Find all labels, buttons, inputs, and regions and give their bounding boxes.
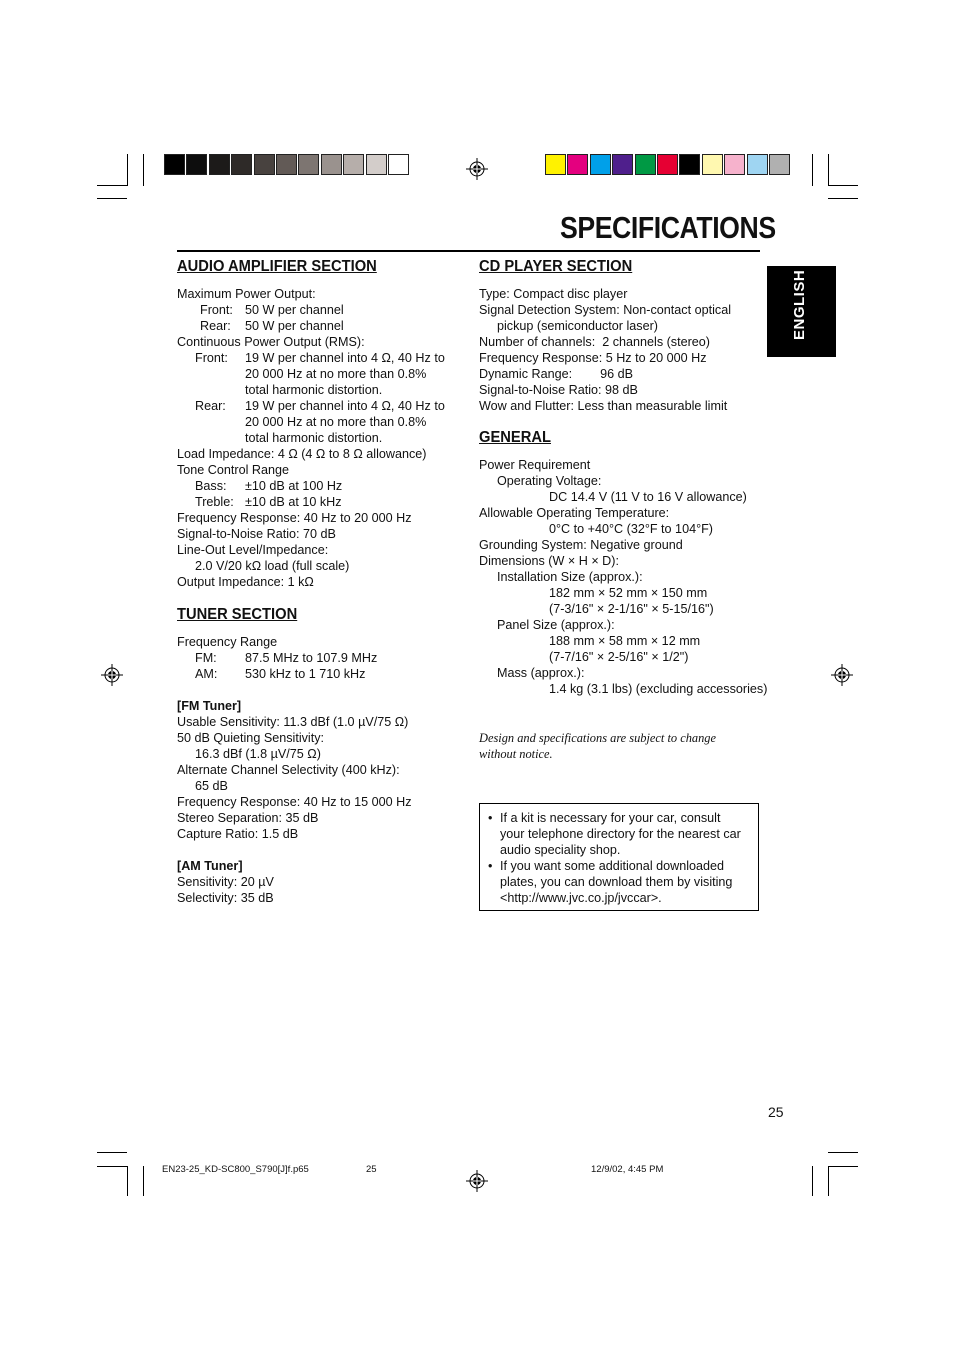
spec-line: Alternate Channel Selectivity (400 kHz): bbox=[177, 763, 400, 777]
color-swatch bbox=[343, 154, 364, 175]
color-swatch bbox=[298, 154, 319, 175]
spec-line: Power Requirement bbox=[479, 458, 591, 472]
color-swatch bbox=[657, 154, 678, 175]
cd-spec-list bbox=[479, 286, 731, 414]
audio-section-heading: AUDIO AMPLIFIER SECTION bbox=[177, 258, 377, 275]
color-swatch bbox=[254, 154, 275, 175]
spec-value: 188 mm × 58 mm × 12 mm bbox=[549, 634, 701, 648]
spec-line: Continuous Power Output (RMS): bbox=[177, 335, 365, 349]
spec-line: Number of channels: 2 channels (stereo) bbox=[479, 335, 711, 349]
spec-line: Dynamic Range: 96 dB bbox=[479, 367, 633, 381]
color-swatch bbox=[590, 154, 611, 175]
spec-label: Rear: bbox=[195, 399, 226, 413]
spec-value: 16.3 dBf (1.8 µV/75 Ω) bbox=[195, 747, 321, 761]
color-swatch bbox=[366, 154, 387, 175]
spec-line: Signal Detection System: Non-contact optical bbox=[479, 303, 731, 317]
color-swatch bbox=[209, 154, 230, 175]
page-title: SPECIFICATIONS bbox=[560, 210, 776, 245]
spec-value: 182 mm × 52 mm × 150 mm bbox=[549, 586, 708, 600]
color-swatch bbox=[276, 154, 297, 175]
spec-label: Front: bbox=[200, 303, 233, 317]
spec-line: 50 dB Quieting Sensitivity: bbox=[177, 731, 325, 745]
spec-value: 2.0 V/20 kΩ load (full scale) bbox=[195, 559, 350, 573]
spec-line: Load Impedance: 4 Ω (4 Ω to 8 Ω allowance) bbox=[177, 447, 427, 461]
title-rule bbox=[177, 250, 760, 252]
spec-value: 50 W per channel bbox=[245, 319, 344, 333]
page-number: 25 bbox=[768, 1104, 784, 1120]
spec-line: Signal-to-Noise Ratio: 98 dB bbox=[479, 383, 638, 397]
spec-value: 20 000 Hz at no more than 0.8% bbox=[245, 367, 427, 381]
color-swatch bbox=[164, 154, 185, 175]
notice-box bbox=[479, 803, 759, 911]
spec-line: Allowable Operating Temperature: bbox=[479, 506, 670, 520]
spec-value: 1.4 kg (3.1 lbs) (excluding accessories) bbox=[549, 682, 768, 696]
registration-mark-icon bbox=[466, 1170, 488, 1192]
list-item: • If you want some additional downloaded plates, you can download them by visiting <http://www.jvc.co.jp/jvccar>. bbox=[488, 859, 733, 905]
color-swatch bbox=[724, 154, 745, 175]
cd-section-heading: CD PLAYER SECTION bbox=[479, 258, 633, 275]
spec-line: Mass (approx.): bbox=[497, 666, 585, 680]
footer-filename: EN23-25_KD-SC800_S790[J]f.p65 bbox=[162, 1164, 309, 1175]
spec-value: 65 dB bbox=[195, 779, 228, 793]
bullet-icon: • bbox=[488, 811, 493, 825]
spec-line: Selectivity: 35 dB bbox=[177, 891, 274, 905]
spec-value: (7-3/16" × 2-1/16" × 5-15/16") bbox=[549, 602, 714, 616]
spec-line: Grounding System: Negative ground bbox=[479, 538, 683, 552]
spec-value: pickup (semiconductor laser) bbox=[497, 319, 658, 333]
spec-line: Installation Size (approx.): bbox=[497, 570, 643, 584]
spec-line: Operating Voltage: bbox=[497, 474, 602, 488]
registration-mark-icon bbox=[466, 158, 488, 180]
spec-value: 0°C to +40°C (32°F to 104°F) bbox=[549, 522, 713, 536]
spec-value: (7-7/16" × 2-5/16" × 1/2") bbox=[549, 650, 689, 664]
color-swatch bbox=[545, 154, 566, 175]
fm-tuner-subheading: [FM Tuner] bbox=[177, 699, 242, 713]
spec-value: DC 14.4 V (11 V to 16 V allowance) bbox=[549, 490, 747, 504]
tuner-spec-list bbox=[177, 634, 412, 906]
spec-label: Rear: bbox=[200, 319, 231, 333]
spec-line: Frequency Response: 5 Hz to 20 000 Hz bbox=[479, 351, 707, 365]
spec-value: ±10 dB at 100 Hz bbox=[245, 479, 343, 493]
spec-line: Frequency Response: 40 Hz to 20 000 Hz bbox=[177, 511, 412, 525]
spec-line: Stereo Separation: 35 dB bbox=[177, 811, 319, 825]
spec-value: 19 W per channel into 4 Ω, 40 Hz to bbox=[245, 351, 445, 365]
spec-line: Frequency Response: 40 Hz to 15 000 Hz bbox=[177, 795, 412, 809]
spec-value: total harmonic distortion. bbox=[245, 431, 383, 445]
language-tab-label: ENGLISH bbox=[791, 269, 808, 340]
color-swatch bbox=[635, 154, 656, 175]
list-item: • If a kit is necessary for your car, consult your telephone directory for the nearest car audio speciality shop. bbox=[488, 811, 741, 857]
color-swatch bbox=[388, 154, 409, 175]
spec-line: Usable Sensitivity: 11.3 dBf (1.0 µV/75 Ω) bbox=[177, 715, 409, 729]
tuner-section-heading: TUNER SECTION bbox=[177, 606, 298, 623]
color-swatch bbox=[567, 154, 588, 175]
registration-mark-icon bbox=[101, 664, 123, 686]
color-swatch bbox=[702, 154, 723, 175]
language-tab bbox=[767, 266, 836, 357]
general-section-heading: GENERAL bbox=[479, 429, 551, 446]
spec-value: 19 W per channel into 4 Ω, 40 Hz to bbox=[245, 399, 445, 413]
color-swatch bbox=[679, 154, 700, 175]
spec-line: Panel Size (approx.): bbox=[497, 618, 615, 632]
spec-value: ±10 dB at 10 kHz bbox=[245, 495, 342, 509]
spec-line: Type: Compact disc player bbox=[479, 287, 628, 301]
color-swatch bbox=[612, 154, 633, 175]
spec-line: Capture Ratio: 1.5 dB bbox=[177, 827, 299, 841]
spec-value: total harmonic distortion. bbox=[245, 383, 383, 397]
design-change-note: Design and specifications are subject to change without notice. bbox=[479, 731, 716, 761]
color-swatch bbox=[321, 154, 342, 175]
spec-line: Tone Control Range bbox=[177, 463, 290, 477]
spec-label: FM: bbox=[195, 651, 217, 665]
footer-page: 25 bbox=[366, 1164, 377, 1175]
spec-line: Line-Out Level/Impedance: bbox=[177, 543, 329, 557]
color-swatch bbox=[186, 154, 207, 175]
spec-line: Dimensions (W × H × D): bbox=[479, 554, 619, 568]
spec-label: Treble: bbox=[195, 495, 234, 509]
spec-line: Signal-to-Noise Ratio: 70 dB bbox=[177, 527, 336, 541]
spec-label: Bass: bbox=[195, 479, 227, 493]
spec-label: AM: bbox=[195, 667, 218, 681]
spec-value: 87.5 MHz to 107.9 MHz bbox=[245, 651, 378, 665]
am-tuner-subheading: [AM Tuner] bbox=[177, 859, 243, 873]
color-swatch bbox=[769, 154, 790, 175]
spec-label: Front: bbox=[195, 351, 228, 365]
color-swatch bbox=[747, 154, 768, 175]
spec-value: 20 000 Hz at no more than 0.8% bbox=[245, 415, 427, 429]
audio-spec-list bbox=[177, 286, 445, 590]
general-spec-list bbox=[479, 457, 767, 697]
spec-line: Wow and Flutter: Less than measurable limit bbox=[479, 399, 728, 413]
color-swatch bbox=[231, 154, 252, 175]
spec-line: Frequency Range bbox=[177, 635, 278, 649]
spec-line: Sensitivity: 20 µV bbox=[177, 875, 274, 889]
spec-value: 50 W per channel bbox=[245, 303, 344, 317]
registration-mark-icon bbox=[831, 664, 853, 686]
bullet-icon: • bbox=[488, 859, 493, 873]
footer-date: 12/9/02, 4:45 PM bbox=[591, 1164, 664, 1175]
spec-line: Maximum Power Output: bbox=[177, 287, 316, 301]
spec-line: Output Impedance: 1 kΩ bbox=[177, 575, 314, 589]
spec-value: 530 kHz to 1 710 kHz bbox=[245, 667, 366, 681]
